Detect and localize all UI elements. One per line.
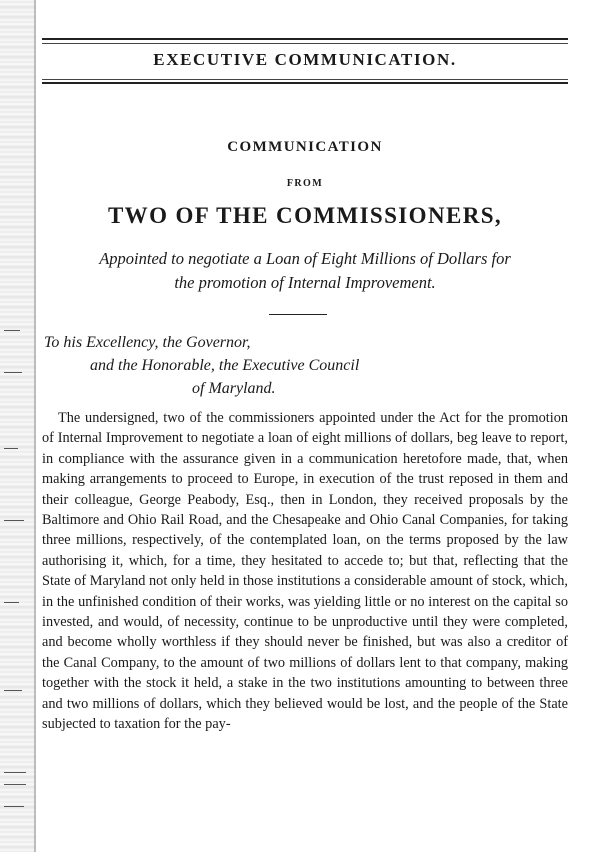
header-rule-bottom — [42, 82, 568, 84]
from-label: FROM — [286, 178, 324, 189]
address-line-1: To his Excellency, the Governor, — [44, 334, 251, 351]
binding-margin — [0, 0, 36, 852]
header-rule-bottom-thin — [42, 79, 568, 80]
body-text — [42, 408, 568, 735]
appointed-line-2: the promotion of Internal Improvement. — [174, 273, 436, 292]
running-head: EXECUTIVE COMMUNICATION. — [153, 50, 457, 69]
appointed-line-1: Appointed to negotiate a Loan of Eight Millions of Dollars for — [99, 249, 511, 268]
communication-title: COMMUNICATION — [227, 139, 383, 155]
section-divider — [269, 314, 327, 315]
appointed-subtitle — [42, 247, 568, 295]
commissioners-heading: TWO OF THE COMMISSIONERS, — [107, 203, 503, 228]
body-paragraph: The undersigned, two of the commissioners appointed under the Act for the promotion of Internal Improvement to negotiate a loan of eight millions of dollars, beg leave to report, in compliance with the assurance given in a communication heretofore made, that, when making arrangements to proceed to Europe, in execution of the trust reposed in them and their colleague, George Peabody, Esq., then in London, they received proposals by the Baltimore and Ohio Rail Road, and the Chesapeake and Ohio Canal Companies, for taking three millions, respectively, of the contemplated loan, on the terms proposed by the law authorising it, which, for a time, they hesitated to accede to; but that, reflecting that the State of Maryland not only held in those institutions a considerable amount of stock, which, in the unfinished condition of their works, was yielding little or no interest on the capital so invested, and would, of necessity, continue to be unproductive until they were completed, and become wholly worthless if they should never be finished, but was also a creditor of the Canal Company, to the amount of two millions of dollars lent to that company, making together with the stock it held, a stake in the two institutions amounting to between three and two millions of dollars, which they believed would be lost, and the people of the State subjected to taxation for the pay- — [42, 410, 568, 733]
header-rule-top — [42, 38, 568, 40]
binding-edge — [34, 0, 36, 852]
address-line-2: and the Honorable, the Executive Council — [90, 357, 360, 374]
address-line-3: of Maryland. — [192, 380, 276, 397]
header-rule-top-thin — [42, 43, 568, 44]
